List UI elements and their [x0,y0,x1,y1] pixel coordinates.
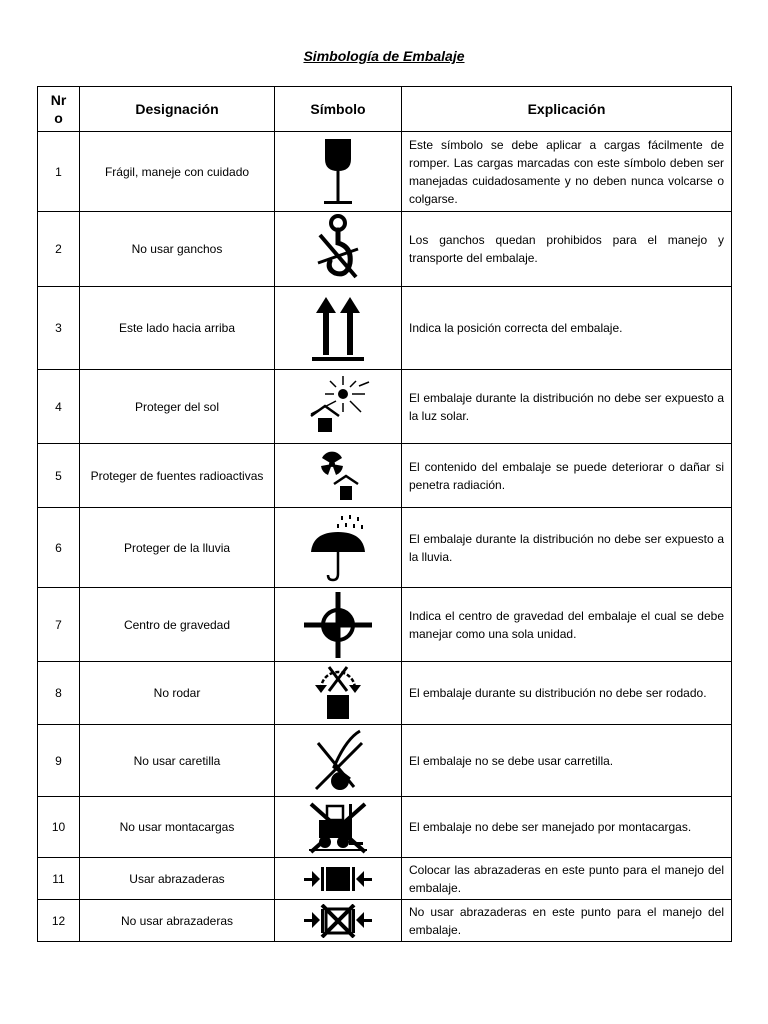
table-row [38,588,732,662]
header-nro: Nr o [38,87,80,132]
row-number: 1 [38,132,80,212]
symbol-cell [275,725,402,797]
row-designation: No usar montacargas [80,797,275,858]
table-row [38,797,732,858]
page-title: Simbología de Embalaje [303,48,465,64]
symbol-cell [275,287,402,370]
symbol-cell [275,797,402,858]
row-explanation: El embalaje durante su distribución no debe ser rodado. [402,662,732,725]
table-row [38,508,732,588]
row-number: 9 [38,725,80,797]
symbol-cell [275,508,402,588]
center-of-gravity-icon [302,590,374,660]
row-designation: No usar ganchos [80,212,275,287]
row-designation: Centro de gravedad [80,588,275,662]
row-explanation: El embalaje durante la distribución no debe ser expuesto a la lluvia. [402,508,732,588]
protect-from-radiation-icon [308,448,368,504]
row-explanation: El embalaje no debe ser manejado por montacargas. [402,797,732,858]
row-number: 4 [38,370,80,444]
row-designation: No rodar [80,662,275,725]
row-designation: Frágil, maneje con cuidado [80,132,275,212]
row-explanation: Los ganchos quedan prohibidos para el manejo y transporte del embalaje. [402,212,732,287]
row-number: 5 [38,444,80,508]
this-side-up-icon [306,291,370,365]
row-explanation: No usar abrazaderas en este punto para el manejo del embalaje. [402,900,732,942]
row-designation: Este lado hacia arriba [80,287,275,370]
table-header-row [38,87,732,132]
row-designation: No usar caretilla [80,725,275,797]
table-row [38,212,732,287]
row-explanation: El embalaje durante la distribución no debe ser expuesto a la luz solar. [402,370,732,444]
row-explanation: Colocar las abrazaderas en este punto para el manejo del embalaje. [402,858,732,900]
symbol-cell [275,132,402,212]
row-number: 7 [38,588,80,662]
fragile-icon [308,135,368,209]
table-row [38,132,732,212]
protect-from-rain-icon [305,512,371,584]
row-number: 3 [38,287,80,370]
symbol-cell [275,370,402,444]
do-not-roll-icon [307,663,369,723]
row-designation: Proteger de fuentes radioactivas [80,444,275,508]
row-number: 11 [38,858,80,900]
symbol-cell [275,858,402,900]
table-row [38,662,732,725]
clamp-here-icon [304,864,372,894]
row-designation: Proteger de la lluvia [80,508,275,588]
row-explanation: Indica la posición correcta del embalaje. [402,287,732,370]
row-explanation: Este símbolo se debe aplicar a cargas fácilmente de romper. Las cargas marcadas con este símbolo deben ser manejadas cuidadosamente y no deben nunca volcarse o colgarse. [402,132,732,212]
symbol-cell [275,212,402,287]
row-number: 6 [38,508,80,588]
header-explicacion: Explicación [402,87,732,132]
symbol-cell [275,662,402,725]
row-designation: Usar abrazaderas [80,858,275,900]
row-number: 2 [38,212,80,287]
table-row [38,444,732,508]
row-designation: No usar abrazaderas [80,900,275,942]
table-row [38,900,732,942]
table-row [38,725,732,797]
no-forklift-icon [305,798,371,856]
row-number: 10 [38,797,80,858]
table-row [38,370,732,444]
row-explanation: El contenido del embalaje se puede deteriorar o dañar si penetra radiación. [402,444,732,508]
row-explanation: Indica el centro de gravedad del embalaje el cual se debe manejar como una sola unidad. [402,588,732,662]
header-simbolo: Símbolo [275,87,402,132]
symbol-cell [275,444,402,508]
header-designacion: Designación [80,87,275,132]
no-clamp-icon [304,904,372,938]
row-designation: Proteger del sol [80,370,275,444]
protect-from-sun-icon [303,374,373,440]
row-explanation: El embalaje no se debe usar carretilla. [402,725,732,797]
table-row [38,858,732,900]
row-number: 12 [38,900,80,942]
symbol-cell [275,588,402,662]
packaging-symbols-table [37,86,732,942]
row-number: 8 [38,662,80,725]
table-row [38,287,732,370]
symbol-cell [275,900,402,942]
no-hand-truck-icon [306,727,370,795]
no-hooks-icon [308,213,368,285]
